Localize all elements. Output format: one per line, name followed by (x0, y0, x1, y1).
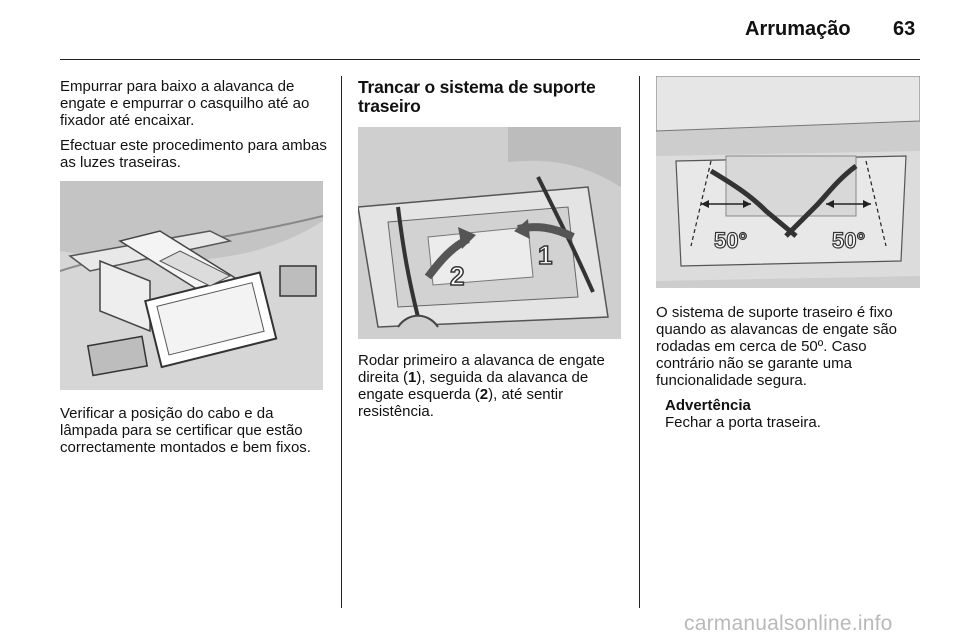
angle-label-left: 50° (714, 228, 748, 253)
column-2-text (358, 352, 626, 420)
paragraph-check-position: Verificar a posição do cabo e da lâmpada para se certificar que estão correctamente montados e bem fixos. (60, 405, 311, 456)
figure-rear-carrier-levers (358, 127, 621, 339)
page-header (0, 0, 960, 62)
angle-label-right: 50° (832, 228, 866, 253)
figure-label-2: 2 (450, 261, 465, 291)
paragraph-push-lever: Empurrar para baixo a alavanca de engate e empurrar o casquilho até ao fixador até encaixar. (60, 78, 310, 129)
warning-text: Fechar a porta traseira. (665, 414, 821, 431)
figure-tail-light-bulb-holder (60, 181, 323, 390)
watermark: carmanualsonline.info (684, 612, 893, 635)
figure-label-1: 1 (538, 240, 553, 270)
header-rule (60, 59, 920, 60)
column-3-text (656, 304, 924, 431)
section-heading: Trancar o sistema de suporte traseiro (358, 77, 596, 116)
column-divider-1 (341, 76, 342, 608)
page-number: 63 (893, 18, 916, 40)
column-1-bottom (60, 405, 328, 456)
column-divider-2 (639, 76, 640, 608)
column-2 (358, 78, 626, 116)
warning-title: Advertência (665, 397, 751, 414)
paragraph-carrier-fixed: O sistema de suporte traseiro é fixo quando as alavancas de engate são rodadas em cerca de 50º. Caso contrário não se garante uma funcionalidade segura. (656, 304, 898, 389)
paragraph-both-lights: Efectuar este procedimento para ambas as luzes traseiras. (60, 137, 327, 171)
page-title: Arrumação (745, 18, 851, 40)
paragraph-rotate-levers: Rodar primeiro a alavanca de engate direita (1), seguida da alavanca de engate esquerda (2), até sentir resistência. (358, 352, 605, 420)
column-1 (60, 78, 328, 171)
figure-lever-angle (656, 76, 920, 288)
warning-box (656, 397, 924, 431)
